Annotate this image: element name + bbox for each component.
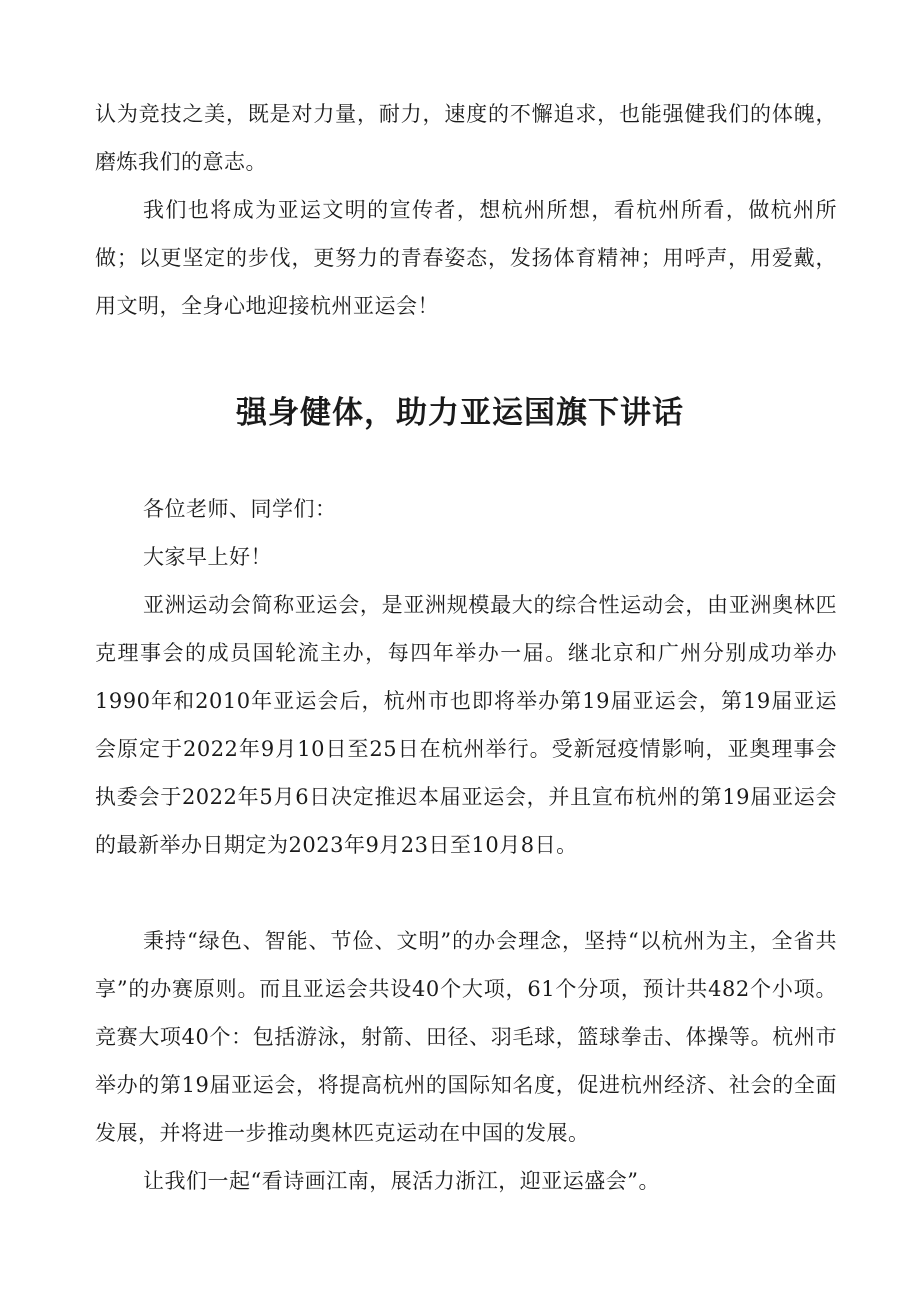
paragraph-asian-games-intro: 亚洲运动会简称亚运会，是亚洲规模最大的综合性运动会，由亚洲奥林匹克理事会的成员国轮流主办，每四年举办一届。继北京和广州分别成功举办1990年和2010年亚运会后，杭州市也即将举办第19届亚运会，第19届亚运会原定于2022年9月10日至25日在杭州举行。受新冠疫情影响，亚奥理事会执委会于2022年5月6日决定推迟本届亚运会，并且宣布杭州的第19届亚运会的最新举办日期定为2023年9月23日至10月8日。 xyxy=(95,593,837,857)
page-title: 强身健体，助力亚运国旗下讲话 xyxy=(236,395,684,431)
paragraph-promoter: 我们也将成为亚运文明的宣传者，想杭州所想，看杭州所看，做杭州所做；以更坚定的步伐，更努力的青春姿态，发扬体育精神；用呼声，用爱戴，用文明，全身心地迎接杭州亚运会！ xyxy=(95,198,837,318)
paragraph-principles: 秉持“绿色、智能、节俭、文明”的办会理念，坚持“以杭州为主，全省共享”的办赛原则。而且亚运会共设40个大项，61个分项，预计共482个小项。竞赛大项40个：包括游泳，射箭、田径、羽毛球，篮球拳击、体操等。杭州市举办的第19届亚运会，将提高杭州的国际知名度，促进杭州经济、社会的全面发展，并将进一步推动奥林匹克运动在中国的发展。 xyxy=(95,929,837,1145)
greeting: 各位老师、同学们： xyxy=(143,497,337,521)
paragraph-closing: 让我们一起“看诗画江南，展活力浙江，迎亚运盛会”。 xyxy=(143,1169,660,1193)
salutation: 大家早上好！ xyxy=(143,545,272,569)
paragraph-continued: 认为竞技之美，既是对力量，耐力，速度的不懈追求，也能强健我们的体魄，磨炼我们的意志。 xyxy=(95,102,837,174)
